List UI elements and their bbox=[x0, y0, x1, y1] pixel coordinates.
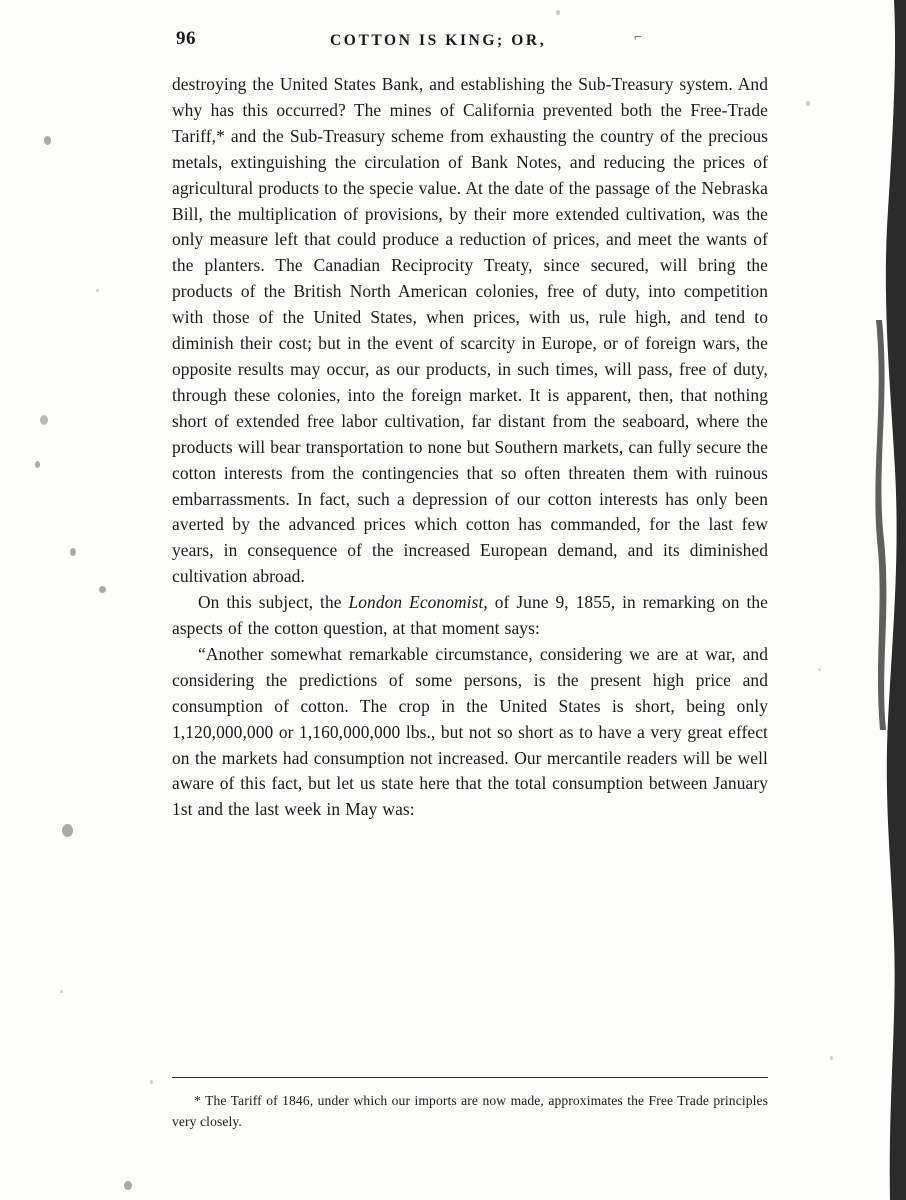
footnote-divider bbox=[172, 1077, 768, 1078]
footnote-text: * The Tariff of 1846, under which our imports are now made, approximates the Free Trade principles very closely. bbox=[172, 1093, 768, 1129]
economist-title: London Economist bbox=[348, 592, 484, 613]
running-head-title: COTTON IS KING; OR, bbox=[330, 32, 547, 49]
head-mark: ⌐ bbox=[634, 30, 642, 45]
paragraph-3-quote: “Another somewhat remarkable circumstance, considering we are at war, and considering the predictions of some persons, is the present high price and consumption of cotton. The crop in the United States is short, being only 1,120,000,000 or 1,160,000,000 lbs., but not so short as to have a very great effect on the markets had consumption not increased. Our mercantile readers will be well aware of this fact, but let us state here that the total consumption between January 1st and the last week in May was: bbox=[172, 643, 768, 820]
paragraph-2-post: , of June 9, 1855, in remarking on the aspects of the cotton question, at that moment says: bbox=[172, 592, 768, 639]
paragraph-1: destroying the United States Bank, and establishing the Sub-Treasury system. And why has this occurred? The mines of California prevented both the Free-Trade Tariff,* and the Sub-Treasury scheme from exhausting the country of the precious metals, extinguishing the circulation of Bank Notes, and reducing the prices of agricultural products to the specie value. At the date of the passage of the Nebraska Bill, the multiplication of provisions, by their more extended cultivation, was the only measure left that could produce a reduction of prices, and meet the wants of the planters. The Canadian Reciprocity Treaty, since secured, will bring the products of the British North American colonies, free of duty, into competition with those of the United States, when prices, with us, rule high, and tend to diminish their cost; but in the event of scarcity in Europe, or of foreign wars, the opposite results may occur, as our products, in such times, will pass, free of duty, through these colonies, into the foreign market. It is apparent, then, that nothing short of extended free labor cultivation, far distant from the seaboard, where the products will bear transportation to none but Southern markets, can fully secure the cotton interests from the contingencies that so often threaten them with ruinous embarrassments. In fact, such a depression of our cotton interests has only been averted by the advanced prices which cotton has commanded, for the last few years, in consequence of the increased European demand, and its diminished cultivation abroad. bbox=[172, 74, 768, 587]
paragraph-2-pre: On this subject, the bbox=[198, 592, 349, 613]
footnote bbox=[172, 1090, 768, 1132]
running-head bbox=[0, 28, 840, 54]
paragraph-2 bbox=[172, 590, 768, 642]
page-number: 96 bbox=[176, 28, 196, 49]
body-text bbox=[172, 72, 768, 823]
